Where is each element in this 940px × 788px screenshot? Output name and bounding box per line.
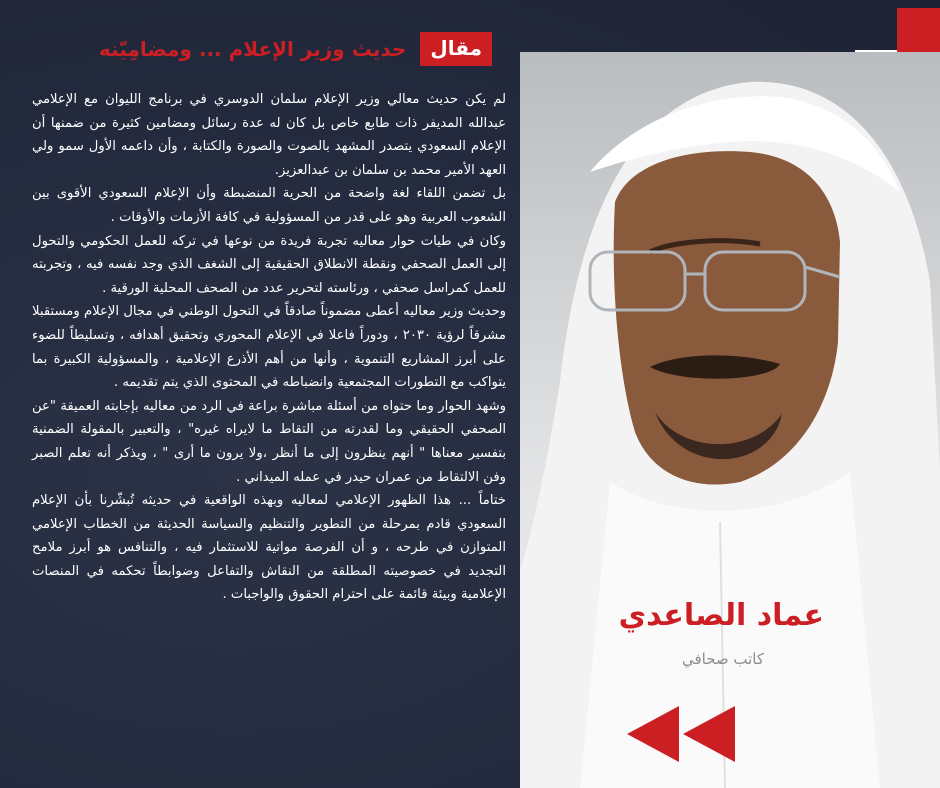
article-paragraph: وحديث وزير معاليه أعطى مضموناً صادقاً في التحول الوطني في مجال الإعلام ومستقبلا مشرقاً لرؤية ٢٠٣٠ ، ودوراً فاعلا في الإعلام المحوري وتحقيق أهدافه ، وتسليطاً للضوء على أبرز المشاريع التنموية ، وأنها من أهم الأذرع الإعلامية ، والمسؤولية الكبيرة بما يتواكب مع التطورات المجتمعية وانضباطه في المحتوى الذي يتم تقديمه . xyxy=(32,304,506,391)
article-tag: مقال xyxy=(420,32,492,66)
article-paragraph: بل تضمن اللقاء لغة واضحة من الحرية المنضبطة وأن الإعلام السعودي الأقوى بين الشعوب العربية وهو على قدر من المسؤولية في كافة الأزمات والأوقات . xyxy=(32,186,506,225)
author-name: عماد الصاعدي xyxy=(618,598,824,633)
article-header xyxy=(99,32,492,66)
article-paragraph: وكان في طيات حوار معاليه تجربة فريدة من نوعها في تركه للعمل الحكومي والتحول إلى العمل الصحفي ونقطة الانطلاق الحقيقية إلى الشغف الذي وجد نفسه فيه ، وتجربته للعمل كمراسل صحفي ، ورئاسته لتحرير عدد من الصحف المحلية الورقية . xyxy=(32,233,506,296)
article-body xyxy=(32,88,506,607)
article-paragraph: لم يكن حديث معالي وزير الإعلام سلمان الدوسري في برنامج الليوان مع الإعلامي عبدالله المديفر ذات طابع خاص بل كان له عدة رسائل ومضامين كثيرة من ضمنها أن الإعلام السعودي يتصدر المشهد بالصوت والصورة والكتابة ، وأن داعمه الأول سمو ولي العهد الأمير محمد بن سلمان بن عبدالعزيز. xyxy=(32,92,506,178)
article-paragraph: ختاماً ... هذا الظهور الإعلامي لمعاليه وبهذه الواقعية في حديثه تُبشّرنا بأن الإعلام السعودي قادم بمرحلة من التطوير والتنظيم والسياسة الحديثة من الخطاب الإعلامي المتوازن في طرحه ، و أن الفرصة مواتية للاستثمار فيه ، والتنافس هو أبرز ملامح التجديد في خصوصيته المطلقة من النقاش والتفاعل وضوابطاً تحكمه في المنصات الإعلامية وبيئة قائمة على احترام الحقوق والواجبات . xyxy=(32,493,506,603)
double-left-chevron-icon xyxy=(627,706,737,766)
author-photo xyxy=(520,52,940,788)
article-paragraph: وشهد الحوار وما حتواه من أسئلة مباشرة براعة في الرد من معاليه بإجابته العميقة "عن الصحفي الحقيقي وما لقدرته من التقاط ما لايراه غيره" ، والتعبير بالمقولة الضمنية بتفسير معناها " أنهم ينظرون إلى ما أنظر ،ولا يرون ما أرى " ، ويذكر أنه تعلم الصبر وفن الالتقاط من عمران حيدر في عمله الميداني . xyxy=(32,398,506,485)
article-title: حديث وزير الإعلام ... ومضامِيّنه xyxy=(99,37,407,61)
author-portrait-illustration xyxy=(520,52,940,788)
author-role: كاتب صحافي xyxy=(681,650,764,668)
